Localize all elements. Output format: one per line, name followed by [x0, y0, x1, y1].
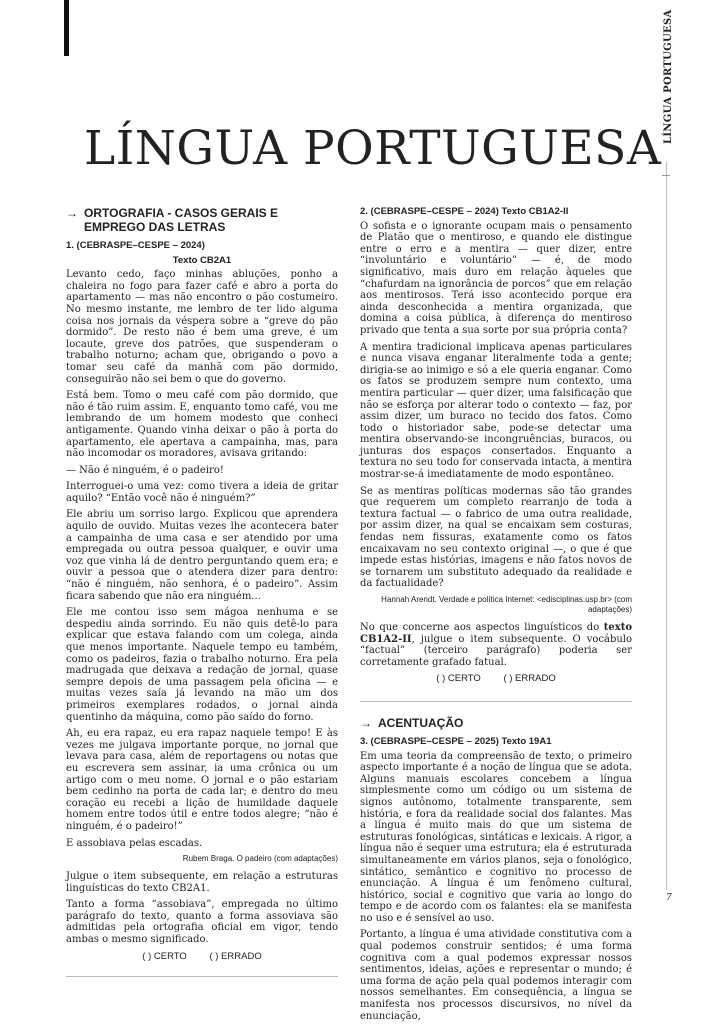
left-column	[66, 206, 338, 977]
prompt-text: No que concerne aos aspectos linguísticos do	[360, 622, 604, 633]
question-1-item: Tanto a forma “assobiava”, empregada no último parágrafo do texto, quanto a forma assoviava são admitidas pela ortografia oficial em vigor, tendo ambas o mesmo significado.	[66, 899, 338, 946]
answer-options	[360, 673, 632, 685]
paragraph: Se as mentiras políticas modernas são tão grandes que requerem um completo rearranjo de toda a textura factual — o fabrico de uma outra realidade, por assim dizer, na qual se encaixam sem costuras, fendas nem fissuras, exatamente como os fatos encaixavam no seu contexto original —, o que é que impede estas histórias, imagens e não fatos novos de se tornarem um substituto adequado da realidade e da factualidade?	[360, 485, 632, 590]
option-errado[interactable]: ( ) ERRADO	[503, 673, 556, 685]
prompt-text: , julgue o item subsequente. O vocábulo “factual” (terceiro parágrafo) poderia ser corretamente grafado fatual.	[360, 633, 632, 668]
arrow-right-icon: →	[360, 715, 372, 730]
source-citation: Hannah Arendt. Verdade e política Internet: <edisciplinas.usp.br> (com adaptações)	[381, 595, 632, 614]
paragraph: Em uma teoria da compreensão de texto, o primeiro aspecto importante é a noção de língua que se adota. Alguns manuais escolares concebem a língua simplesmente como um código ou um sistema de signos autônomo, totalmente transparente, sem história, e fora da realidade social dos falantes. Mas a língua é muito mais do que um sistema de estruturas fonológicas, sintáticas e lexicais. A rigor, a língua não é sequer uma estrutura; ela é estruturada simultaneamente em vários planos, seja o fonológico, sintático, semântico e cognitivo no processo de enunciação. A língua é um fenômeno cultural, histórico, social e cognitivo que varia ao longo do tempo e de acordo com os falantes: ela se manifesta no uso e é sensível ao uso.	[360, 750, 632, 924]
paragraph: A mentira tradicional implicava apenas particulares e nunca visava enganar literalmente toda a gente; dirigia-se ao inimigo e só a ele queria enganar. Como os fatos se produzem sempre num contexto, uma mentira particular — quer dizer, uma falsificação que não se esforça por alterar todo o contexto — faz, por assim dizer, um buraco no tecido dos fatos. Como todo o historiador sabe, pode-se detectar uma mentira observando-se incongruências, buracos, ou junturas dos espaços consertados. Enquanto a textura no seu todo for conservada intacta, a mentira mostrar-se-á imediatamente de modo espontâneo.	[360, 341, 632, 481]
side-tick-mark	[662, 175, 670, 176]
question-1-prompt: Julgue o item subsequente, em relação a estruturas linguísticas do texto CB2A1.	[66, 871, 338, 894]
top-accent-bar	[64, 0, 69, 56]
question-2-header: 2. (CEBRASPE–CESPE – 2024) Texto CB1A2-II	[360, 206, 569, 217]
paragraph: Portanto, a língua é uma atividade constitutiva com a qual podemos construir sentidos; é uma forma cognitiva com a qual podemos expressar nossos sentimentos, ideias, ações e representar o mundo; é uma forma de ação pela qual podemos interagir com nossos semelhantes. Em consequência, a língua se manifesta nos processos discursivos, no nível da enunciação,	[360, 929, 632, 1022]
section-heading-text: ACENTUAÇÃO	[378, 715, 464, 730]
prompt-bold: texto CB1A2-II	[360, 622, 632, 645]
source-citation: Rubem Braga. O padeiro (com adaptações)	[182, 854, 338, 864]
question-3-header: 3. (CEBRASPE–CESPE – 2025) Texto 19A1	[360, 735, 552, 747]
divider	[66, 976, 338, 977]
option-certo[interactable]: ( ) CERTO	[436, 673, 481, 685]
option-errado[interactable]: ( ) ERRADO	[209, 950, 262, 962]
option-certo[interactable]: ( ) CERTO	[142, 950, 187, 962]
side-section-label: LÍNGUA PORTUGUESA	[663, 9, 674, 144]
paragraph: Levanto cedo, faço minhas abluções, ponho a chaleira no fogo para fazer café e abro a porta do apartamento — mas não encontro o pão costumeiro. No mesmo instante, me lembro de ter lido alguma coisa nos jornais da véspera sobre a “greve do pão dormido”. De resto não é bem uma greve, é um locaute, greve dos patrões, que suspenderam o trabalho noturno; acham que, obrigando o povo a tomar seu café da manhã com pão dormido, conseguirão não sei bem o que do governo.	[66, 269, 338, 385]
page-number: 7	[666, 893, 672, 903]
section-heading-acentuacao	[360, 716, 632, 730]
paragraph: Ah, eu era rapaz, eu era rapaz naquele tempo! E às vezes me julgava importante porque, no jornal que levava para casa, além de reportagens ou notas que eu escrevera sem assinar, ia uma crônica ou um artigo com o meu nome. O jornal e o pão estariam bem cedinho na porta de cada lar; e dentro do meu coração eu recebi a lição de humildade daquele homem entre todos útil e entre todos alegre; “não é ninguém, é o padeiro!”	[66, 728, 338, 832]
paragraph: Interroguei-o uma vez: como tivera a ideia de gritar aquilo? “Então você não é ninguém?”	[66, 481, 338, 504]
side-divider	[666, 162, 667, 890]
paragraph: O sofista e o ignorante ocupam mais o pensamento de Platão que o mentiroso, e quando ele distingue entre o erro e a mentira — quer dizer, entre “involuntário e voluntário” — é, de modo significativo, mais duro em relação àqueles que “chafurdam na ignorância de porcos” que em relação aos mentirosos. Terá isso acontecido porque era ainda desconhecida a mentira organizada, que domina a coisa pública, à diferença do mentiroso privado que tenta a sua sorte por sua própria conta?	[360, 220, 632, 336]
answer-options	[66, 951, 338, 963]
arrow-right-icon: →	[66, 206, 78, 220]
right-column	[360, 206, 632, 1027]
paragraph: — Não é ninguém, é o padeiro!	[66, 464, 224, 476]
paragraph: Ele abriu um sorriso largo. Explicou que aprendera aquilo de ouvido. Muitas vezes lhe acontecera bater a campainha de uma casa e ser atendido por uma empregada ou outra pessoa qualquer, e ouvir uma voz que vinha lá de dentro perguntando quem era; e ouvir a pessoa que o atendera dizer para dentro: “não é ninguém, não senhora, é o padeiro”. Assim ficara sabendo que não era ninguém...	[66, 509, 338, 602]
question-1-text-label: Texto CB2A1	[172, 254, 232, 266]
section-heading-text: ORTOGRAFIA - CASOS GERAIS E EMPREGO DAS LETRAS	[84, 206, 279, 234]
paragraph: Está bem. Tomo o meu café com pão dormido, que não é tão ruim assim. E, enquanto tomo café, vou me lembrando de um homem modesto que conheci antigamente. Quando vinha deixar o pão à porta do apartamento, ele apertava a campainha, mas, para não incomodar os moradores, avisava gritando:	[66, 390, 338, 460]
divider	[360, 701, 632, 702]
paragraph: E assobiava pelas escadas.	[66, 837, 203, 849]
section-heading-ortografia	[66, 206, 338, 234]
paragraph: Ele me contou isso sem mágoa nenhuma e se despediu ainda sorrindo. Eu não quis detê-lo para explicar que estava falando com um colega, ainda que menos importante. Naquele tempo eu também, como os padeiros, fazia o trabalho noturno. Era pela madrugada que deixava a redação de jornal, quase sempre depois de uma passagem pela oficina — e muitas vezes saía já levando na mão um dos primeiros exemplares rodados, o jornal ainda quentinho da máquina, como pão saído do forno.	[66, 607, 338, 723]
page-title: LÍNGUA PORTUGUESA	[84, 121, 662, 176]
question-1-header: 1. (CEBRASPE–CESPE – 2024)	[66, 240, 205, 251]
question-2-prompt	[360, 622, 632, 668]
